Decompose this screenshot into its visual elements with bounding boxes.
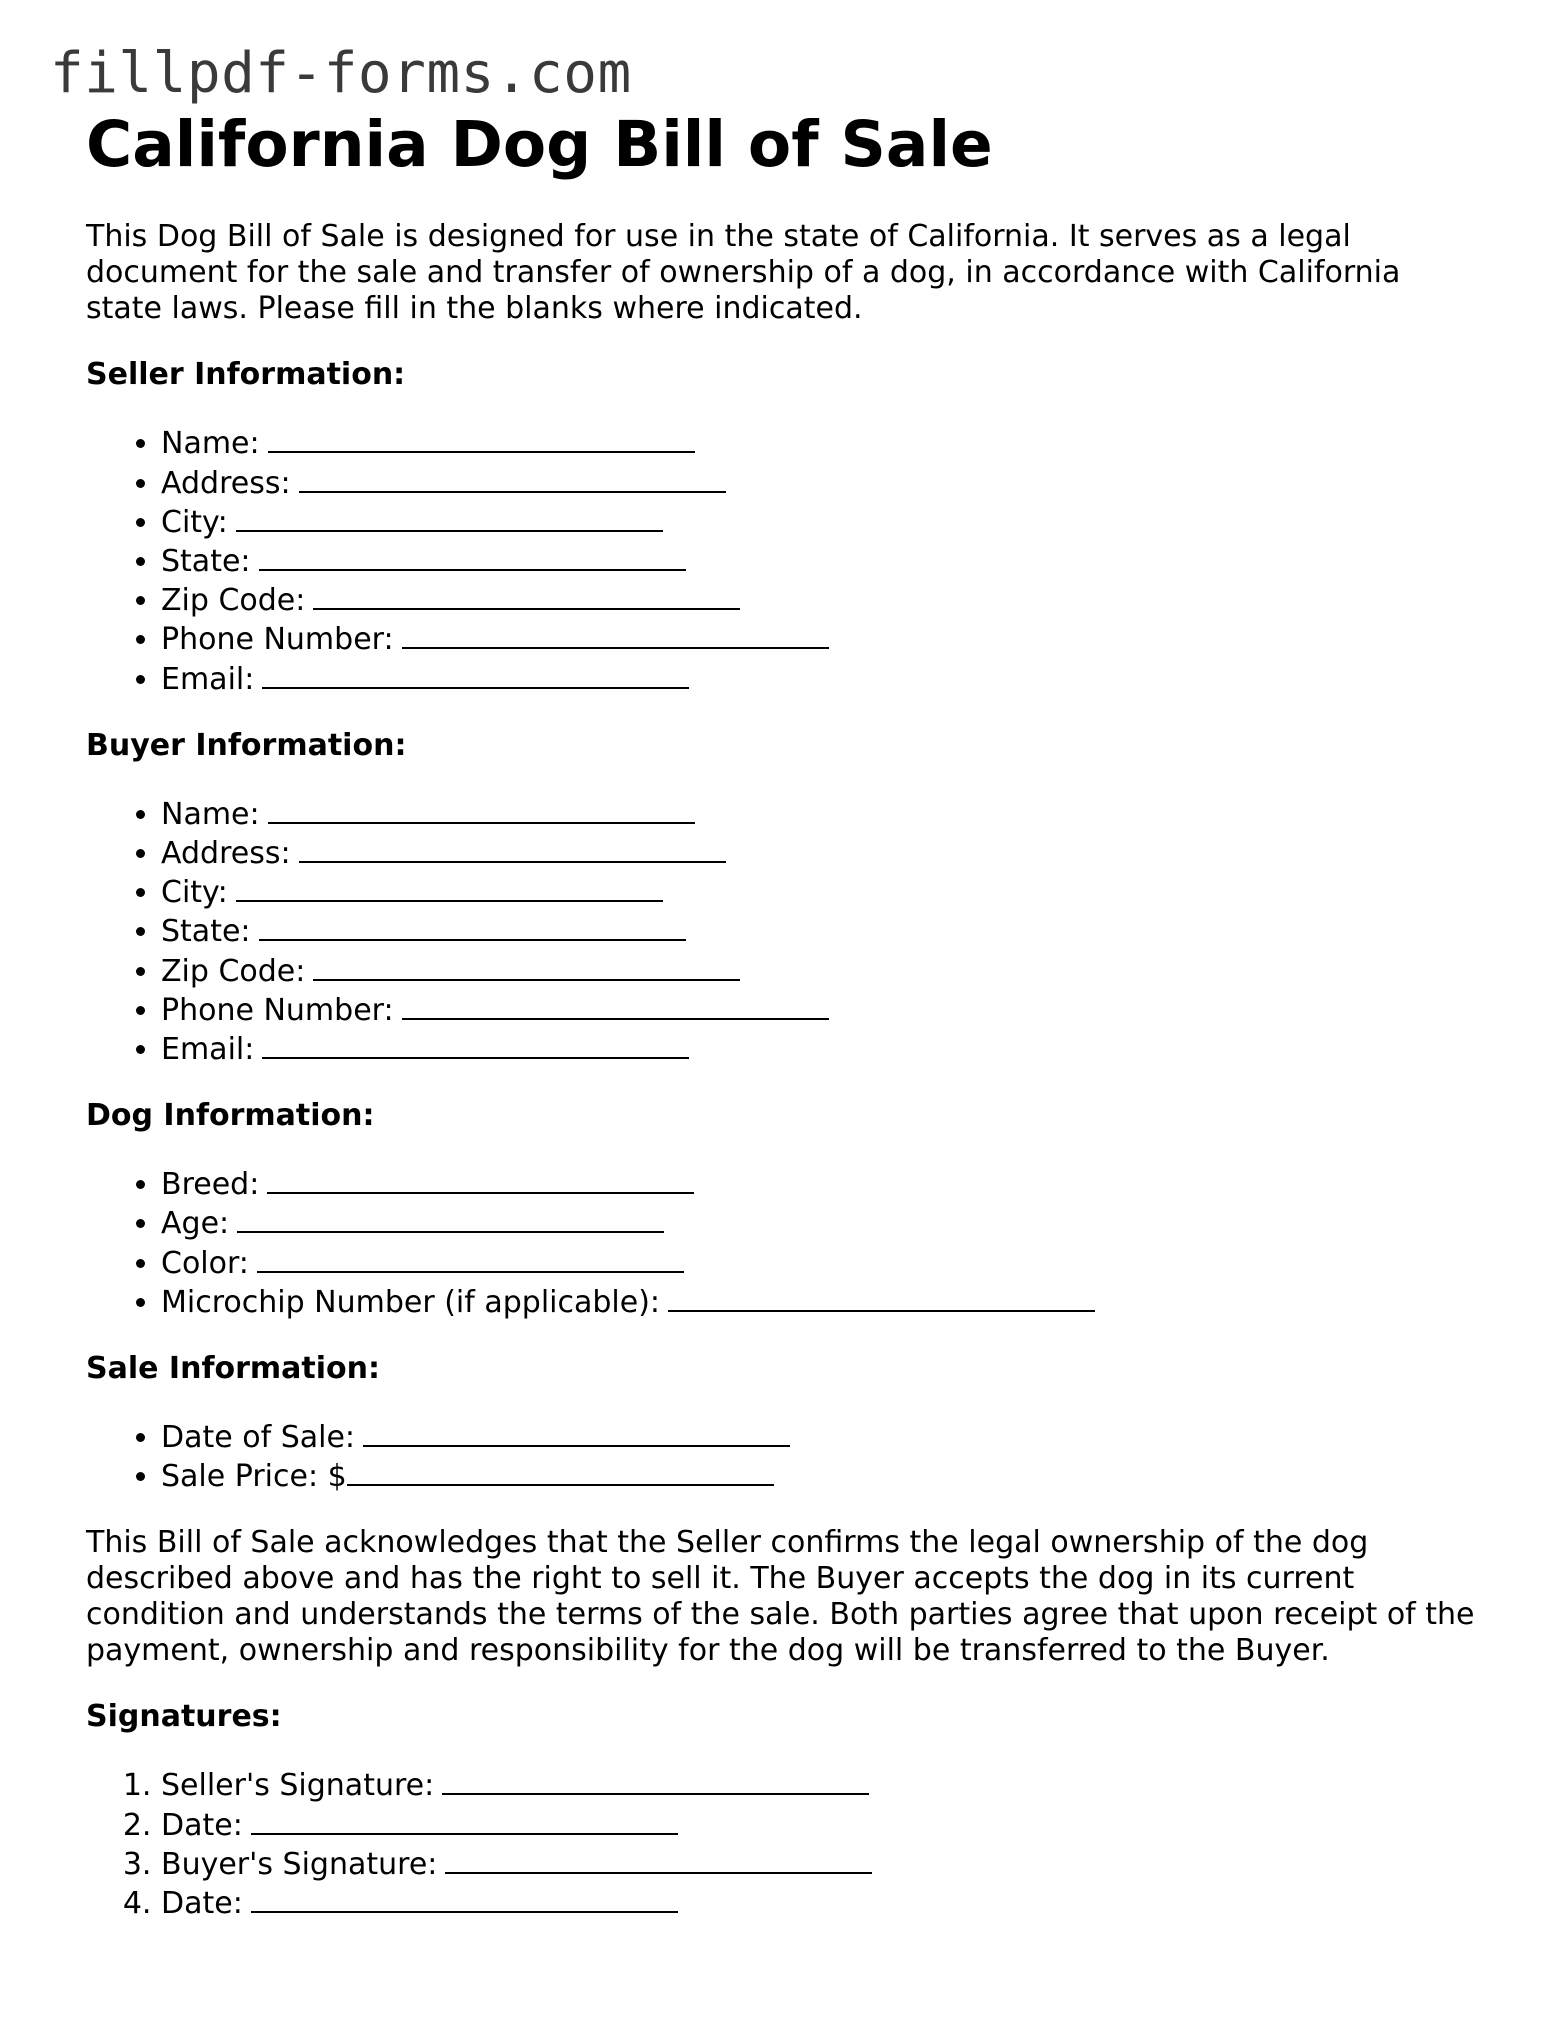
seller-signature-blank[interactable] [442, 1765, 869, 1795]
dog-fields-list [86, 1164, 1486, 1321]
buyer-name-blank[interactable] [268, 794, 695, 824]
buyer-zip-blank[interactable] [313, 951, 740, 981]
buyer-date-item [161, 1883, 1486, 1922]
field-label: Address: [161, 835, 291, 871]
sale-heading: Sale Information: [86, 1350, 380, 1386]
sale-price-blank[interactable] [347, 1456, 774, 1486]
buyer-city-blank[interactable] [236, 872, 663, 902]
field-label: Date of Sale: [161, 1419, 356, 1455]
seller-phone-blank[interactable] [402, 619, 829, 649]
sale-date-blank[interactable] [363, 1417, 790, 1447]
page-title: California Dog Bill of Sale [86, 108, 993, 181]
dog-color-blank[interactable] [257, 1243, 684, 1273]
seller-name-item [161, 423, 1486, 462]
buyer-heading: Buyer Information: [86, 727, 407, 763]
buyer-email-blank[interactable] [262, 1029, 689, 1059]
field-label: Age: [161, 1206, 230, 1242]
seller-fields-list [86, 423, 1486, 697]
seller-zip-item [161, 580, 1486, 619]
field-label: City: [161, 504, 228, 540]
seller-city-item [161, 502, 1486, 541]
seller-email-item [161, 659, 1486, 698]
seller-address-item [161, 463, 1486, 502]
dog-age-blank[interactable] [237, 1203, 664, 1233]
field-label: Date: [161, 1885, 243, 1921]
dog-microchip-blank[interactable] [668, 1282, 1095, 1312]
field-label: Sale Price: $ [161, 1459, 347, 1495]
field-label: Seller's Signature: [161, 1768, 435, 1804]
field-label: Color: [161, 1245, 249, 1281]
buyer-address-item [161, 833, 1486, 872]
buyer-address-blank[interactable] [299, 833, 726, 863]
buyer-zip-item [161, 951, 1486, 990]
document-page [86, 110, 1486, 1922]
buyer-phone-blank[interactable] [402, 990, 829, 1020]
field-label: Buyer's Signature: [161, 1846, 438, 1882]
sale-price-item [161, 1456, 1486, 1495]
seller-date-item [161, 1805, 1486, 1844]
field-label: Phone Number: [161, 622, 394, 658]
field-label: Name: [161, 796, 260, 832]
dog-microchip-item [161, 1282, 1486, 1321]
seller-state-blank[interactable] [259, 541, 686, 571]
buyer-state-item [161, 911, 1486, 950]
buyer-phone-item [161, 990, 1486, 1029]
field-label: Zip Code: [161, 583, 306, 619]
buyer-signature-blank[interactable] [445, 1844, 872, 1874]
field-label: Zip Code: [161, 953, 306, 989]
acknowledgement-paragraph: This Bill of Sale acknowledges that the Seller confirms the legal ownership of the dog described above and has the right to sell it. The Buyer accepts the dog in its current condition and understands the terms of the sale. Both parties agree that upon receipt of the payment, ownership and responsibility for the dog will be transferred to the Buyer. [86, 1525, 1475, 1669]
field-label: Address: [161, 465, 291, 501]
field-label: State: [161, 543, 251, 579]
signatures-heading: Signatures: [86, 1699, 282, 1735]
dog-breed-item [161, 1164, 1486, 1203]
field-label: Email: [161, 661, 255, 697]
field-label: City: [161, 875, 228, 911]
seller-heading: Seller Information: [86, 357, 406, 393]
seller-state-item [161, 541, 1486, 580]
intro-paragraph: This Dog Bill of Sale is designed for use in the state of California. It serves as a legal document for the sale and transfer of ownership of a dog, in accordance with California state laws. Please fill in the blanks where indicated. [86, 219, 1401, 327]
field-label: Microchip Number (if applicable): [161, 1284, 661, 1320]
watermark-logo: fillpdf-forms.com [50, 41, 632, 106]
seller-address-blank[interactable] [299, 463, 726, 493]
dog-breed-blank[interactable] [267, 1164, 694, 1194]
field-label: Phone Number: [161, 992, 394, 1028]
dog-age-item [161, 1203, 1486, 1242]
sale-date-item [161, 1417, 1486, 1456]
buyer-name-item [161, 794, 1486, 833]
signatures-list [86, 1765, 1486, 1922]
buyer-state-blank[interactable] [259, 911, 686, 941]
seller-date-blank[interactable] [251, 1805, 678, 1835]
seller-city-blank[interactable] [236, 502, 663, 532]
field-label: State: [161, 914, 251, 950]
buyer-signature-item [161, 1844, 1486, 1883]
field-label: Name: [161, 426, 260, 462]
buyer-city-item [161, 872, 1486, 911]
seller-signature-item [161, 1765, 1486, 1804]
field-label: Email: [161, 1031, 255, 1067]
seller-name-blank[interactable] [268, 423, 695, 453]
dog-color-item [161, 1243, 1486, 1282]
seller-zip-blank[interactable] [313, 580, 740, 610]
seller-email-blank[interactable] [262, 659, 689, 689]
buyer-fields-list [86, 794, 1486, 1068]
dog-heading: Dog Information: [86, 1098, 375, 1134]
buyer-date-blank[interactable] [251, 1883, 678, 1913]
field-label: Breed: [161, 1167, 260, 1203]
seller-phone-item [161, 619, 1486, 658]
field-label: Date: [161, 1807, 243, 1843]
buyer-email-item [161, 1029, 1486, 1068]
sale-fields-list [86, 1417, 1486, 1495]
